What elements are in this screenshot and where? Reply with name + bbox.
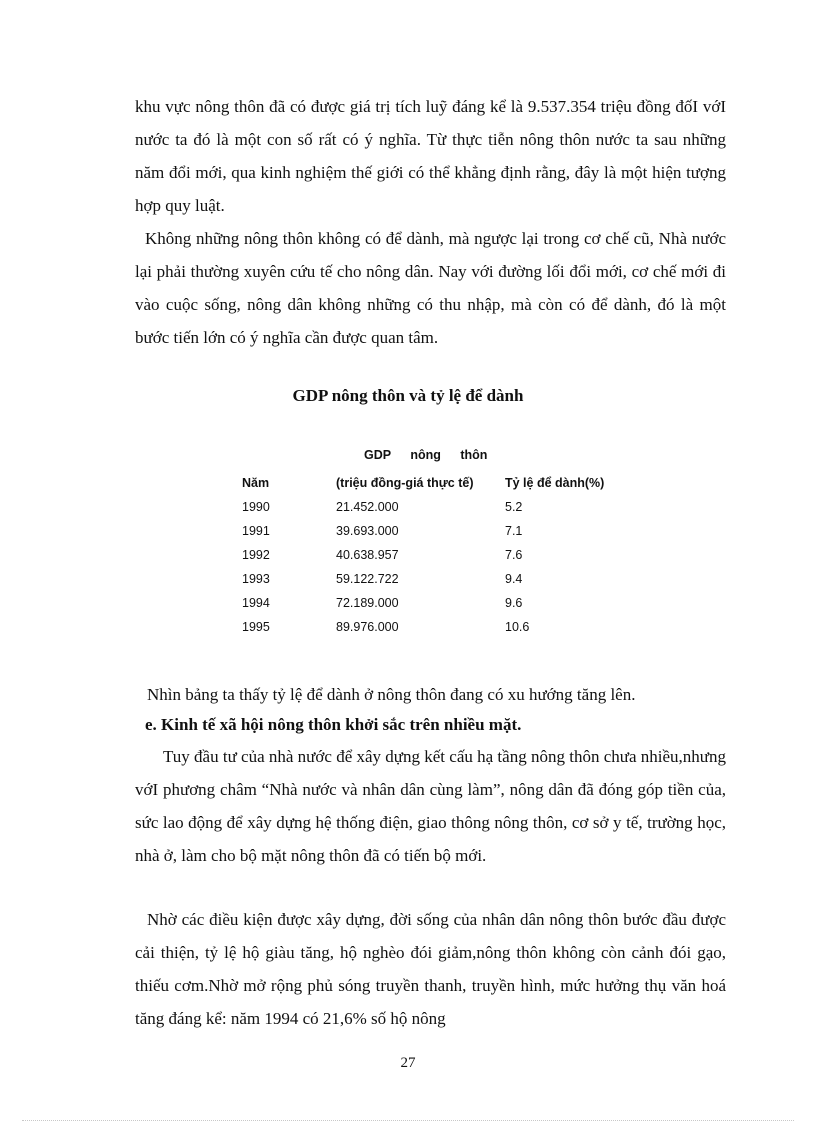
table-title: GDP nông thôn và tỷ lệ để dành [292, 386, 524, 405]
body-paragraph-2: Không những nông thôn không có để dành, mà ngược lại trong cơ chế cũ, Nhà nước lại phải thường xuyên cứu tế cho nông dân. Nay với đường lối đổi mới, cơ chế mới đi vào cuộc sống, nông dân không những có thu nhập, mà còn có để dành, đó là một bước tiến lớn có ý nghĩa cần được quan tâm. [135, 229, 726, 347]
cell-year: 1990 [242, 500, 270, 514]
column-header-savings-rate: Tỷ lệ để dành(%) [505, 476, 605, 490]
cell-year: 1991 [242, 524, 270, 538]
cell-year: 1994 [242, 596, 270, 610]
cell-gdp: 40.638.957 [336, 548, 399, 562]
cell-gdp: 89.976.000 [336, 620, 399, 634]
cell-savings-rate: 9.6 [505, 596, 523, 610]
column-header-year: Năm [242, 476, 270, 490]
cell-year: 1995 [242, 620, 270, 634]
page-number: 27 [400, 1055, 416, 1071]
column-header-gdp: (triệu đồng-giá thực tế) [336, 476, 474, 490]
cell-savings-rate: 9.4 [505, 572, 523, 586]
section-heading-e: e. Kinh tế xã hội nông thôn khởi sắc trên nhiều mặt. [145, 715, 522, 734]
column-header-gdp-top: GDP nông thôn [364, 448, 488, 462]
table-row [242, 500, 662, 520]
table-row [242, 548, 662, 568]
body-paragraph-4: Tuy đầu tư của nhà nước để xây dựng kết cấu hạ tầng nông thôn chưa nhiều,nhưng vớI phương châm “Nhà nước và nhân dân cùng làm”, nông dân đã đóng góp tiền của, sức lao động để xây dựng hệ thống điện, giao thông nông thôn, cơ sở y tế, trường học, nhà ở, làm cho bộ mặt nông thôn đã có tiến bộ mới. [135, 747, 726, 865]
cell-year: 1992 [242, 548, 270, 562]
cell-savings-rate: 5.2 [505, 500, 523, 514]
cell-gdp: 59.122.722 [336, 572, 399, 586]
body-paragraph-3: Nhìn bảng ta thấy tỷ lệ để dành ở nông thôn đang có xu hướng tăng lên. [147, 685, 636, 704]
table-row [242, 596, 662, 616]
cell-gdp: 39.693.000 [336, 524, 399, 538]
body-paragraph-1: khu vực nông thôn đã có được giá trị tích luỹ đáng kể là 9.537.354 triệu đồng đốI vớI nước ta đó là một con số rất có ý nghĩa. Từ thực tiễn nông thôn nước ta sau những năm đổi mới, qua kinh nghiệm thế giới có thể khẳng định rằng, đây là một hiện tượng hợp quy luật. [135, 97, 726, 215]
body-paragraph-5: Nhờ các điều kiện được xây dựng, đời sống của nhân dân nông thôn bước đầu được cải thiện, tỷ lệ hộ giàu tăng, hộ nghèo đói giảm,nông thôn không còn cảnh đói gạo, thiếu cơm.Nhờ mở rộng phủ sóng truyền thanh, truyền hình, mức hưởng thụ văn hoá tăng đáng kể: năm 1994 có 21,6% số hộ nông [135, 910, 726, 1028]
cell-year: 1993 [242, 572, 270, 586]
cell-gdp: 72.189.000 [336, 596, 399, 610]
table-row [242, 620, 662, 640]
cell-savings-rate: 7.1 [505, 524, 523, 538]
cell-savings-rate: 7.6 [505, 548, 523, 562]
table-row [242, 572, 662, 592]
table-row [242, 524, 662, 544]
cell-savings-rate: 10.6 [505, 620, 530, 634]
cell-gdp: 21.452.000 [336, 500, 399, 514]
page-border [22, 1120, 794, 1121]
